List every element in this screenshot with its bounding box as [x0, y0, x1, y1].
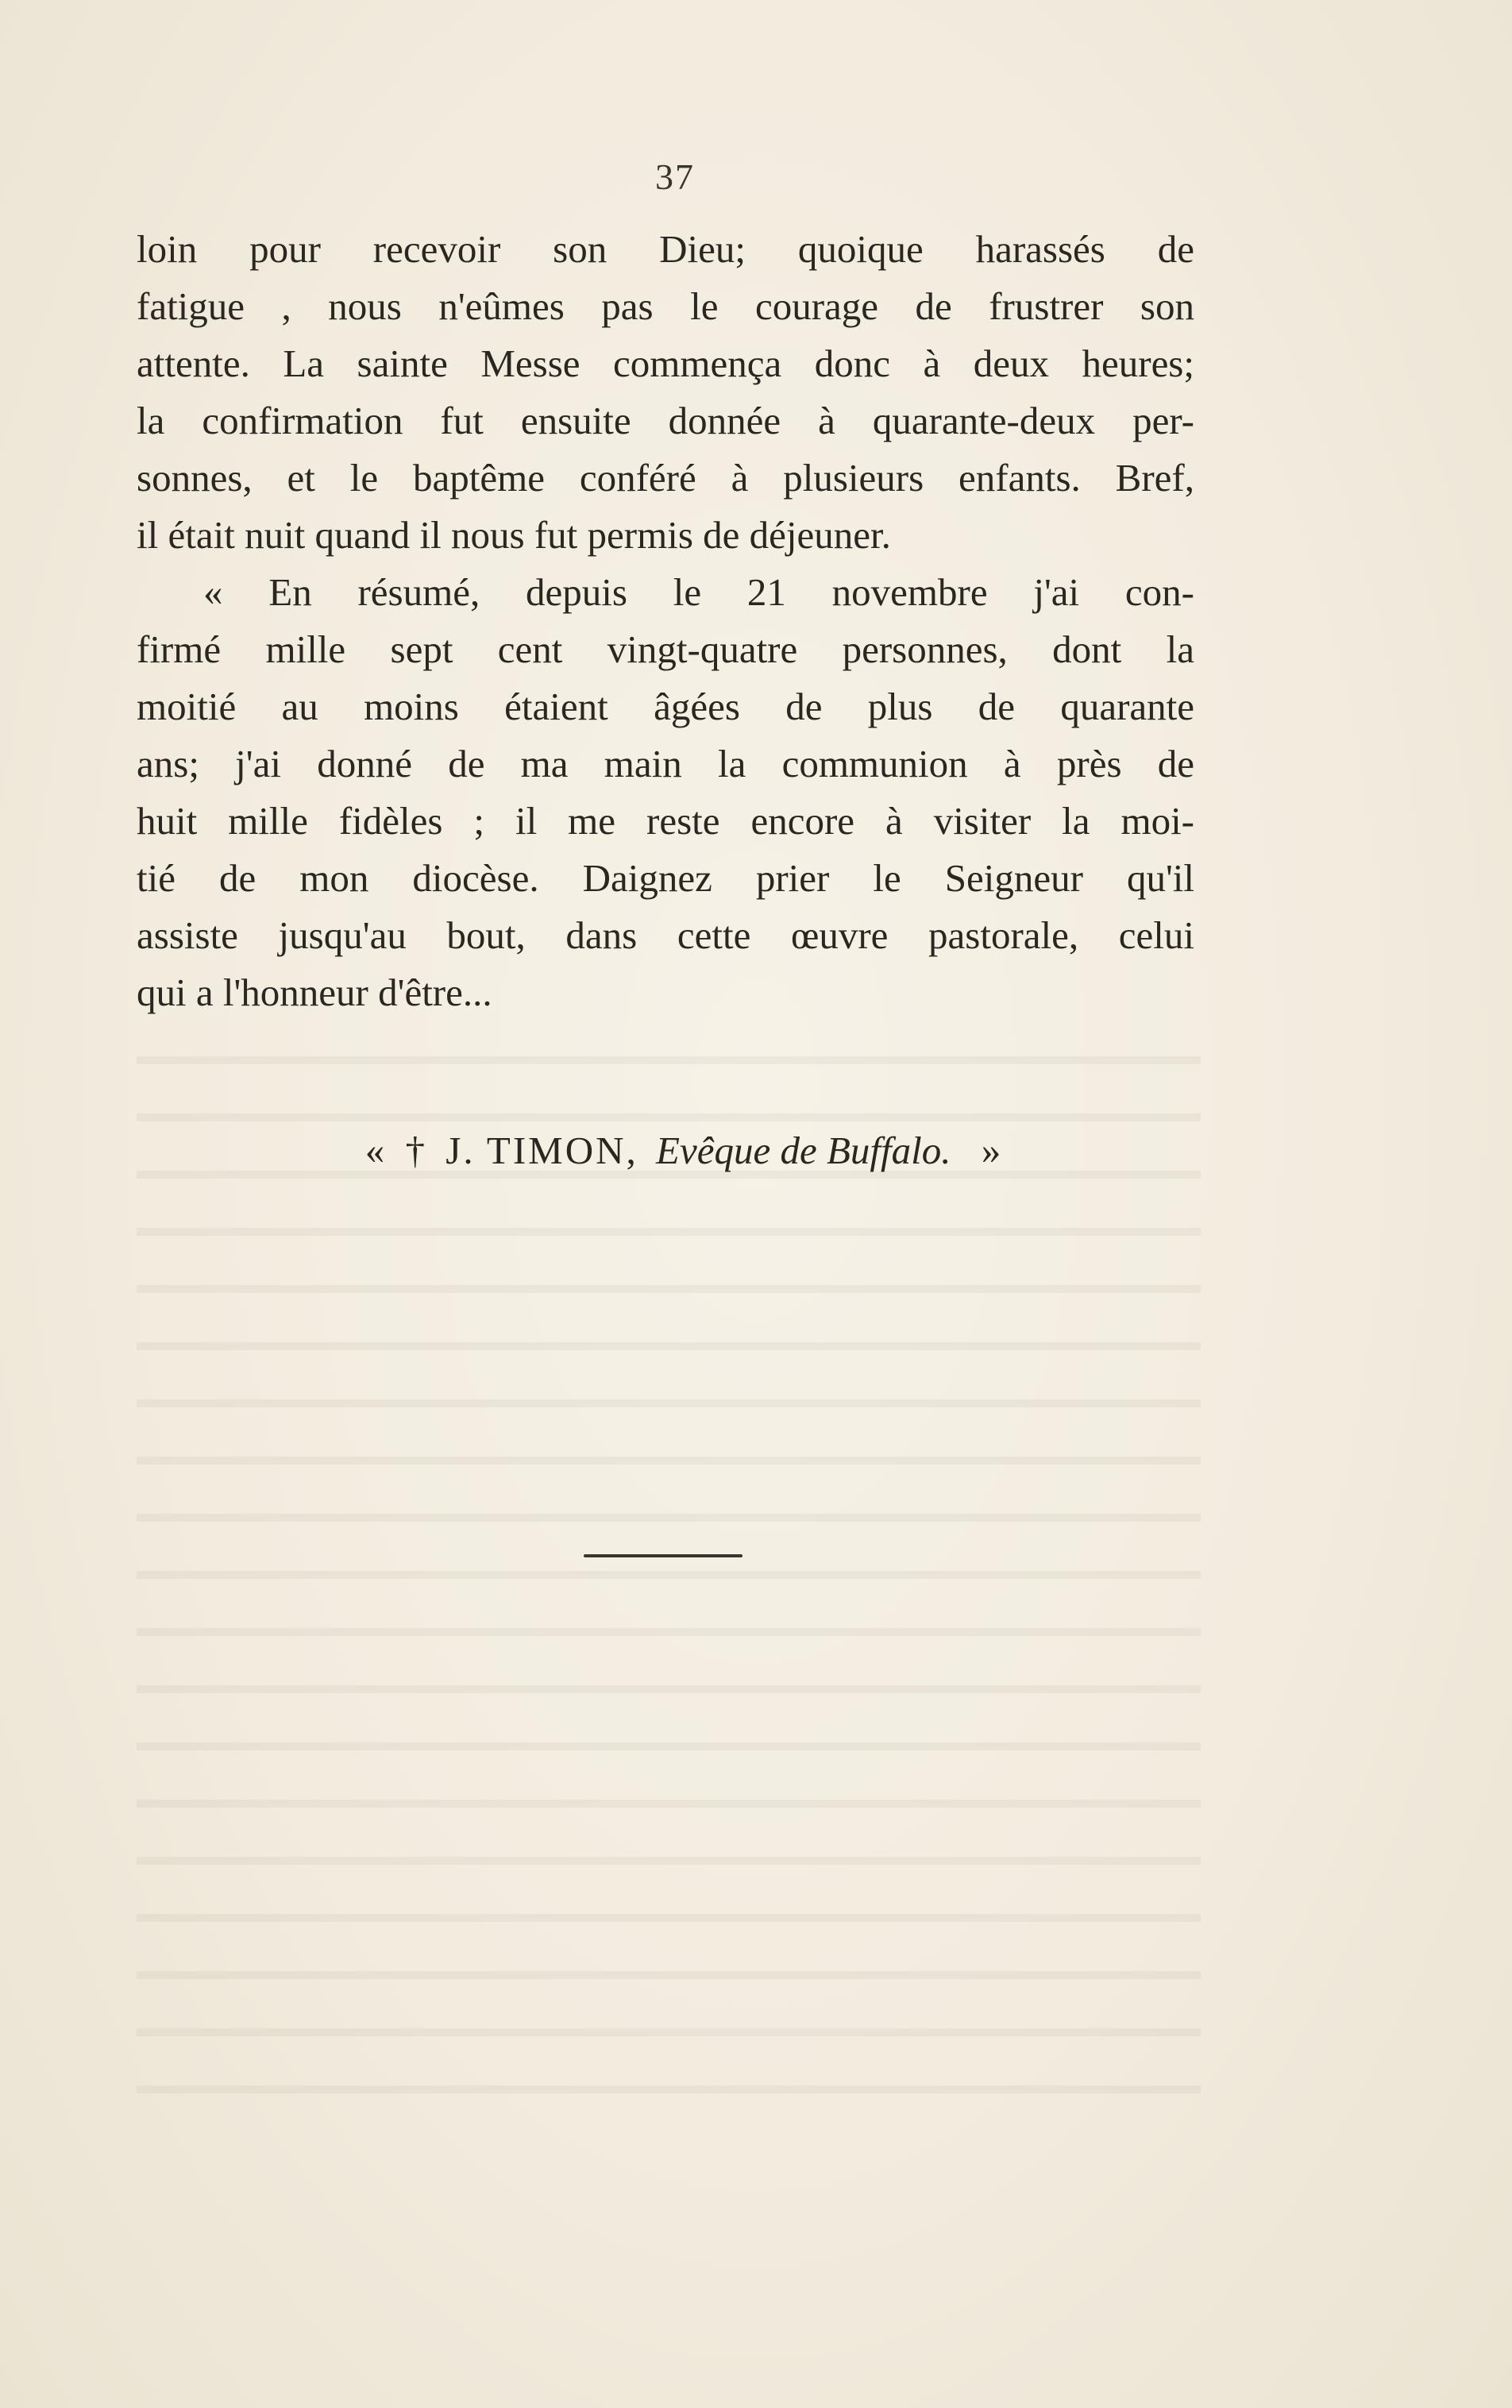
- text-line: huit mille fidèles ; il me reste encore à visiter la moi-: [137, 799, 1194, 843]
- signatory-title: Evêque de Buffalo.: [656, 1129, 951, 1172]
- text-line: sonnes, et le baptême conféré à plusieurs enfants. Bref,: [137, 456, 1194, 500]
- text-line: loin pour recevoir son Dieu; quoique harassés de: [137, 227, 1194, 271]
- signatory-name: J. TIMON,: [446, 1129, 638, 1172]
- text-line: qui a l'honneur d'être...: [137, 971, 492, 1014]
- open-quote: «: [364, 1129, 385, 1172]
- text-line: la confirmation fut ensuite donnée à quarante-deux per-: [137, 399, 1194, 442]
- text-line: firmé mille sept cent vingt-quatre personnes, dont la: [137, 627, 1194, 671]
- close-quote: »: [981, 1129, 1001, 1172]
- cross-symbol: †: [405, 1129, 425, 1172]
- text-line: fatigue , nous n'eûmes pas le courage de frustrer son: [137, 284, 1194, 328]
- text-line: moitié au moins étaient âgées de plus de quarante: [137, 685, 1194, 728]
- text-line: tié de mon diocèse. Daignez prier le Seigneur qu'il: [137, 856, 1194, 900]
- page-number: 37: [655, 156, 695, 197]
- bleed-through-texture: [137, 1025, 1201, 2121]
- text-line: attente. La sainte Messe commença donc à deux heures;: [137, 342, 1194, 385]
- text-line: « En résumé, depuis le 21 novembre j'ai con-: [203, 570, 1194, 614]
- text-line: ans; j'ai donné de ma main la communion à près de: [137, 742, 1194, 785]
- signature-line: [0, 1128, 1366, 1173]
- text-line: assiste jusqu'au bout, dans cette œuvre pastorale, celui: [137, 913, 1194, 957]
- body-text: [137, 221, 1194, 1021]
- text-line: il était nuit quand il nous fut permis de déjeuner.: [137, 513, 891, 557]
- section-divider: [584, 1554, 742, 1557]
